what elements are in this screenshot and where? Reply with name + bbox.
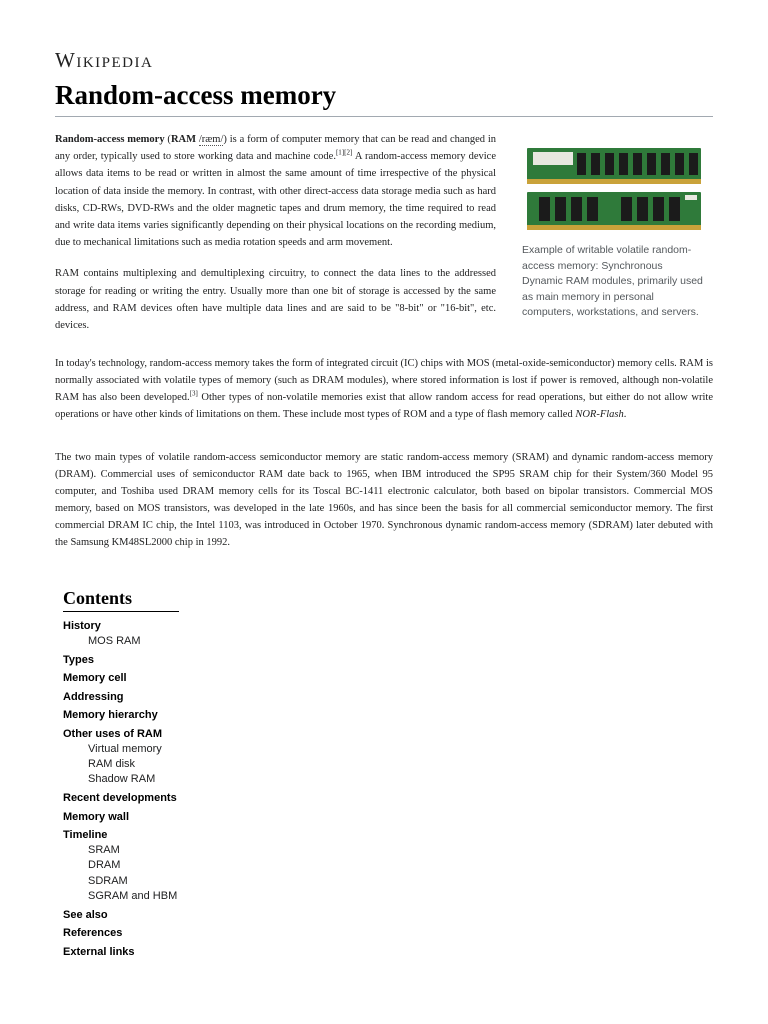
ram-module-bottom [527,192,701,230]
p4-text: The two main types of volatile random-access semiconductor memory are static random-access memory (SRAM) and dynamic random-access memory (DRAM). Commercial uses of semiconductor RAM date back to 1965, when IBM introduced the SP95 SRAM chip for their System/360 Model 95 computer, and Toshiba used DRAM memory cells for its Toscal BC-1411 electronic calculator, both based on bipolar transistors. Commercial MOS memory, based on MOS transistors, was developed in the late 1960s, and has since been the basis for all commercial semiconductor memory. The first commercial DRAM IC chip, the Intel 1103, was introduced in October 1970. Synchronous dynamic random-access memory (SDRAM) later debuted with the Samsung KM48SL2000 chip in 1992. [55,452,713,548]
title-divider [55,116,713,117]
toc-subitem[interactable]: MOS RAM [88,635,141,647]
p3-text-end: . [623,409,627,420]
toc-subitem[interactable]: RAM disk [88,758,136,771]
lead-text-2: A random-access memory device allows data items to be read or written in almost the same amount of time irrespective of the physical location of data inside the memory. In contrast, with other direct-access data storage media such as hard disks, CD-RWs, DVD-RWs and the older magnetic tapes and drum memory, the time required to read and write data items varies significantly depending on their physical locations on the recording medium, due to mechanical limitations such as media rotation speeds and arm movement. [55,151,496,249]
ram-module-top [527,148,701,184]
lead-term: Random-access memory [55,134,165,145]
citation-link[interactable]: [1][2] [335,148,353,157]
lead-text-1: ) is a form of computer memory that can be read and changed in any order, typically used to store working data and machine code. [55,134,496,163]
p3-text-a: In today's technology, random-access memory takes the form of integrated circuit (IC) chips with MOS (metal-oxide-semiconductor) memory cells. RAM is normally associated with volatile types of memory (such as DRAM modules), where stored information is lost if power is removed, although non-volatile RAM has also been developed. [55,358,713,403]
toc-item[interactable]: References [63,927,123,940]
citation-link[interactable]: [3] [189,389,198,398]
toc-item[interactable]: Recent developments [63,792,177,805]
toc-item[interactable]: Memory hierarchy [63,709,158,722]
ipa-pronunciation[interactable]: /ræm/ [198,134,224,145]
toc-item[interactable]: External links [63,945,135,958]
toc-item[interactable]: History [63,620,101,632]
toc-item[interactable]: Timeline [63,829,108,842]
table-of-contents [63,588,233,960]
toc-item[interactable]: Memory wall [63,810,130,823]
toc-item[interactable]: Memory cell [63,672,127,685]
lead-section [55,131,496,348]
lead-paragraph-2: RAM contains multiplexing and demultiplexing circuitry, to connect the data lines to the addressed storage for reading or writing the entry. Usually more than one bit of storage is accessed by the same address, and RAM devices often have multiple data lines and are said to be "8-bit" or "16-bit", etc. devices. [55,268,496,332]
toc-subitem[interactable]: DRAM [88,859,121,872]
toc-subitem[interactable]: SRAM [88,844,120,857]
wikipedia-wordmark[interactable]: Wikipedia [55,48,154,72]
body-paragraph-3 [55,355,713,423]
lead-abbr: RAM [170,134,197,145]
toc-subitem[interactable]: SGRAM and HBM [88,890,178,903]
toc-list [63,619,233,960]
lead-paragraph-1: Random-access memory (RAM /ræm/) is a form of computer memory that can be read and changed in any order, typically used to store working data and machine code.[1][2] A random-access memory device allows data items to be read or written in almost the same amount of time irrespective of the physical location of data inside the memory. In contrast, with other direct-access data storage media such as hard disks, CD-RWs, DVD-RWs and the older magnetic tapes and drum memory, the time required to read and write data items varies significantly depending on their physical locations on the recording medium, due to mechanical limitations such as media rotation speeds and arm movement. [55,134,496,249]
nor-flash-link[interactable]: NOR-Flash [575,409,624,420]
toc-title: Contents [63,588,179,612]
toc-item[interactable]: See also [63,908,108,921]
toc-item[interactable]: Other uses of RAM [63,727,163,740]
ram-modules-image[interactable] [525,146,703,232]
figure-thumbnail [522,146,704,321]
p3-text-b: Other types of non-volatile memories exist that allow random access for read operations, but either do not allow write operations or have other kinds of limitations on them. These include most types of ROM and a type of flash memory called [55,392,714,420]
toc-subitem[interactable]: SDRAM [88,874,128,887]
toc-item[interactable]: Types [63,653,94,666]
toc-item[interactable]: Addressing [63,690,124,703]
page-title: Random-access memory [55,80,337,110]
figure-caption: Example of writable volatile random-access memory: Synchronous Dynamic RAM modules, primarily used as main memory in personal computers, workstations, and servers. [522,244,703,318]
body-paragraph-4 [55,449,713,551]
toc-subitem[interactable]: Shadow RAM [88,773,156,786]
toc-subitem[interactable]: Virtual memory [88,742,162,755]
